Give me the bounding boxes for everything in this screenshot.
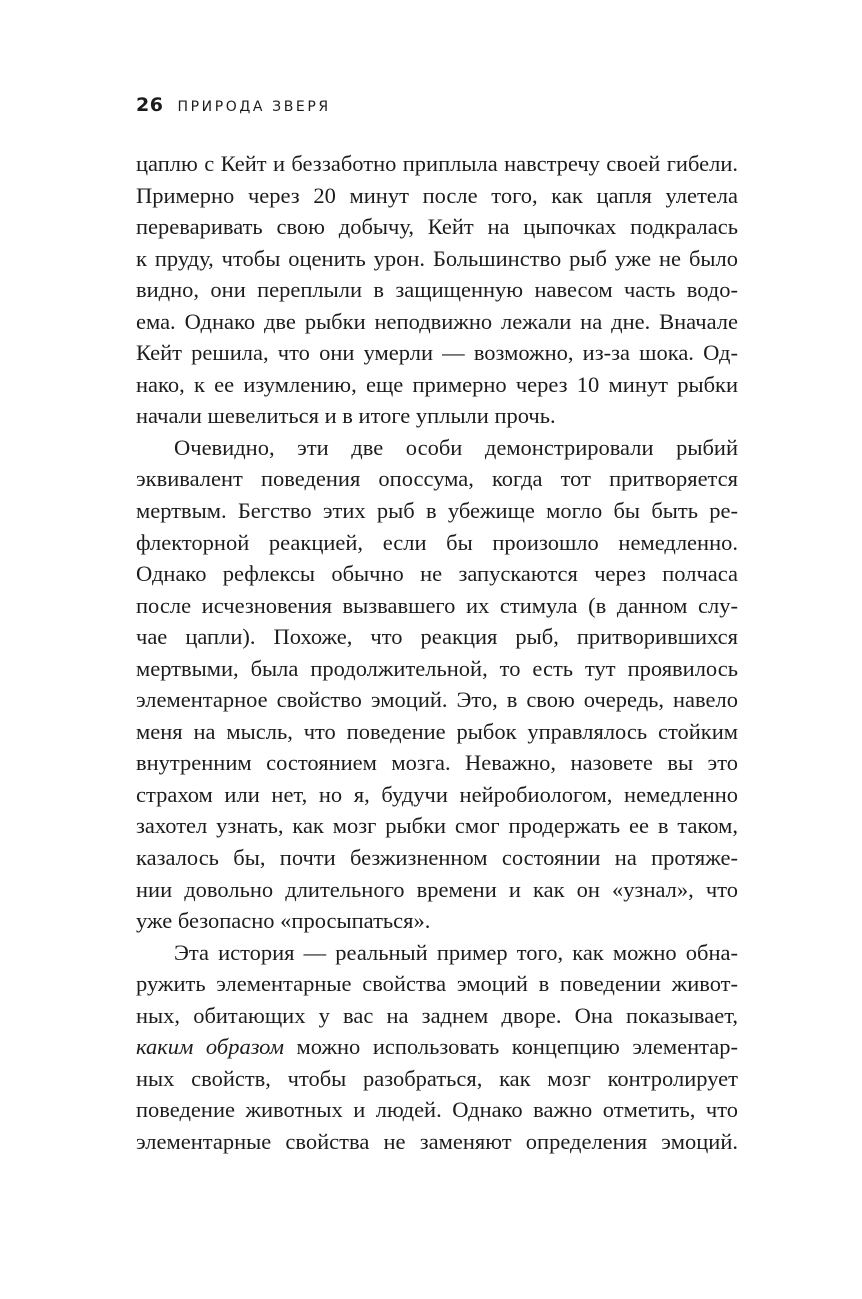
- paragraph-3: [136, 937, 738, 1158]
- text-line: ных свойств, чтобы разобраться, как мозг контролирует: [136, 1065, 738, 1091]
- text-line: к пруду, чтобы оценить урон. Большинство рыб уже не было: [136, 245, 738, 271]
- text-line: [136, 1031, 738, 1063]
- text-line: видно, они переплыли в защищенную навесом часть водо-: [136, 277, 738, 303]
- text-line: захотел узнать, как мозг рыбки смог продержать ее в таком,: [136, 813, 738, 839]
- paragraph-1: [136, 148, 738, 432]
- text-line: ных, обитающих у вас на заднем дворе. Она показывает,: [136, 1002, 738, 1028]
- text-line: ружить элементарные свойства эмоций в поведении живот-: [136, 971, 738, 997]
- text-line: Кейт решила, что они умерли — возможно, из-за шока. Од-: [136, 340, 738, 366]
- text-line: Примерно через 20 минут после того, как цапля улетела: [136, 182, 738, 208]
- text-line: элементарные свойства не заменяют определения эмоций.: [136, 1128, 738, 1154]
- text-line: ема. Однако две рыбки неподвижно лежали на дне. Вначале: [136, 308, 738, 334]
- text-line: меня на мысль, что поведение рыбок управлялось стойким: [136, 718, 738, 744]
- text-line: начали шевелиться и в итоге уплыли прочь.: [136, 403, 556, 429]
- text-line: чае цапли). Похоже, что реакция рыб, притворившихся: [136, 624, 738, 650]
- book-title: ПРИРОДА ЗВЕРЯ: [177, 99, 331, 115]
- text-line: переваривать свою добычу, Кейт на цыпочках подкралась: [136, 214, 738, 240]
- line-rest: можно использовать концепцию элементар-: [283, 1034, 738, 1060]
- text-line: поведение животных и людей. Однако важно отметить, что: [136, 1097, 738, 1123]
- text-line: казалось бы, почти безжизненном состоянии на протяже-: [136, 845, 738, 871]
- page-number: 26: [136, 94, 164, 116]
- text-line: внутренним состоянием мозга. Неважно, назовете вы это: [136, 750, 738, 776]
- text-line: нако, к ее изумлению, еще примерно через 10 минут рыбки: [136, 371, 738, 397]
- text-line: флекторной реакцией, если бы произошло немедленно.: [136, 529, 738, 555]
- text-line: после исчезновения вызвавшего их стимула (в данном слу-: [136, 592, 738, 618]
- text-line: элементарное свойство эмоций. Это, в свою очередь, навело: [136, 687, 738, 713]
- text-line: Очевидно, эти две особи демонстрировали рыбий: [174, 434, 738, 460]
- text-line: страхом или нет, но я, будучи нейробиологом, немедленно: [136, 781, 738, 807]
- text-line: цаплю с Кейт и беззаботно приплыла навстречу своей гибели.: [136, 151, 738, 176]
- text-line: Эта история — реальный пример того, как можно обна-: [174, 939, 738, 965]
- body-text: [136, 148, 738, 1158]
- italic-phrase: каким образом: [136, 1034, 284, 1060]
- running-head: [136, 94, 331, 118]
- text-line: нии довольно длительного времени и как он «узнал», что: [136, 876, 738, 902]
- paragraph-2: [136, 432, 738, 937]
- text-line: мертвыми, была продолжительной, то есть тут проявилось: [136, 655, 738, 681]
- text-line: Однако рефлексы обычно не запускаются через полчаса: [136, 561, 738, 587]
- text-line: мертвым. Бегство этих рыб в убежище могло бы быть ре-: [136, 498, 738, 524]
- text-line: эквивалент поведения опоссума, когда тот притворяется: [136, 466, 738, 492]
- text-line: уже безопасно «просыпаться».: [136, 908, 431, 934]
